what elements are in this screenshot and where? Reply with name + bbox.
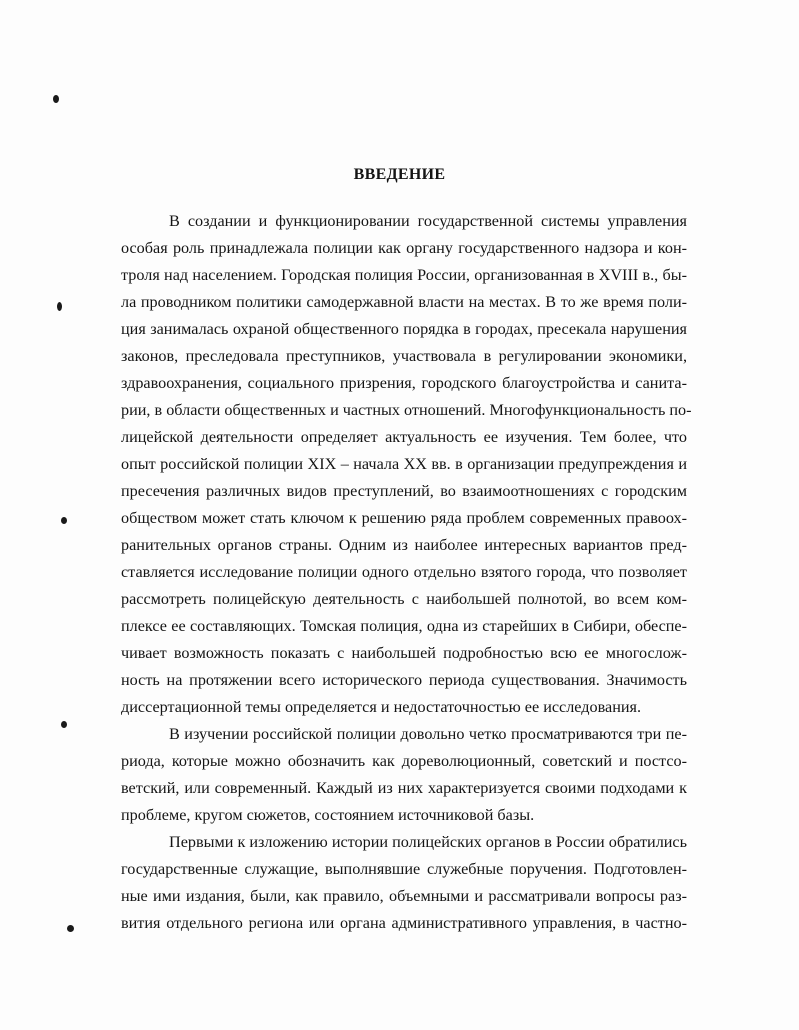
text-line: лицейской деятельности определяет актуальность ее изучения. Тем более, что [121,428,687,446]
text-line: риода, которые можно обозначить как дореволюционный, советский и постсо- [121,752,687,770]
text-line: чивает возможность показать с наибольшей подробностью всю ее многослож- [121,644,687,662]
document-body [121,208,692,937]
text-line: ранительных органов страны. Одним из наиболее интересных вариантов пред- [121,536,687,554]
paragraph-2 [121,721,687,829]
text-line: особая роль принадлежала полиции как органу государственного надзора и кон- [121,239,687,257]
text-line: вития отдельного региона или органа административного управления, в частно- [121,914,687,932]
text-line: ность на протяжении всего исторического периода существования. Значимость [121,671,687,689]
scan-speck-3 [61,517,67,524]
scan-speck-1 [53,95,59,103]
text-line: рассмотреть полицейскую деятельность с наибольшей полнотой, во всем ком- [121,590,687,608]
text-line: законов, преследовала преступников, участвовала в регулировании экономики, [121,347,687,365]
scan-speck-4 [61,721,67,728]
text-line: ла проводником политики самодержавной власти на местах. В то же время поли- [121,293,687,311]
text-line: здравоохранения, социального призрения, городского благоустройства и санита- [121,374,687,392]
text-line: диссертационной темы определяется и недостаточностью ее исследования. [121,698,642,716]
text-line: плексе ее составляющих. Томская полиция, одна из старейших в Сибири, обеспе- [121,617,687,635]
text-line: проблеме, кругом сюжетов, состоянием источниковой базы. [121,806,535,824]
scan-speck-5 [67,925,74,932]
text-line: ставляется исследование полиции одного отдельно взятого города, что позволяет [121,563,687,581]
text-line: В создании и функционировании государственной системы управления [169,212,687,230]
text-line: В изучении российской полиции довольно четко просматриваются три пе- [169,725,687,743]
text-line: пресечения различных видов преступлений, во взаимоотношениях с городским [121,482,687,500]
text-line: опыт российской полиции XIX – начала XX вв. в организации предупреждения и [121,455,687,473]
text-line: троля над населением. Городская полиция России, организованная в XVIII в., бы- [121,266,687,284]
paragraph-1 [121,208,692,721]
text-line: ветский, или современный. Каждый из них характеризуется своими подходами к [121,779,687,797]
document-title: ВВЕДЕНИЕ [353,166,446,183]
text-line: рии, в области общественных и частных отношений. Многофункциональность по- [121,401,692,419]
paragraph-3 [121,829,687,937]
text-line: обществом может стать ключом к решению ряда проблем современных правоох- [121,509,687,527]
scan-speck-2 [57,302,62,311]
text-line: ные ими издания, были, как правило, объемными и рассматривали вопросы раз- [121,887,687,905]
text-line: ция занималась охраной общественного порядка в городах, пресекала нарушения [121,320,687,338]
text-line: Первыми к изложению истории полицейских органов в России обратились [169,833,687,851]
text-line: государственные служащие, выполнявшие служебные поручения. Подготовлен- [121,860,687,878]
